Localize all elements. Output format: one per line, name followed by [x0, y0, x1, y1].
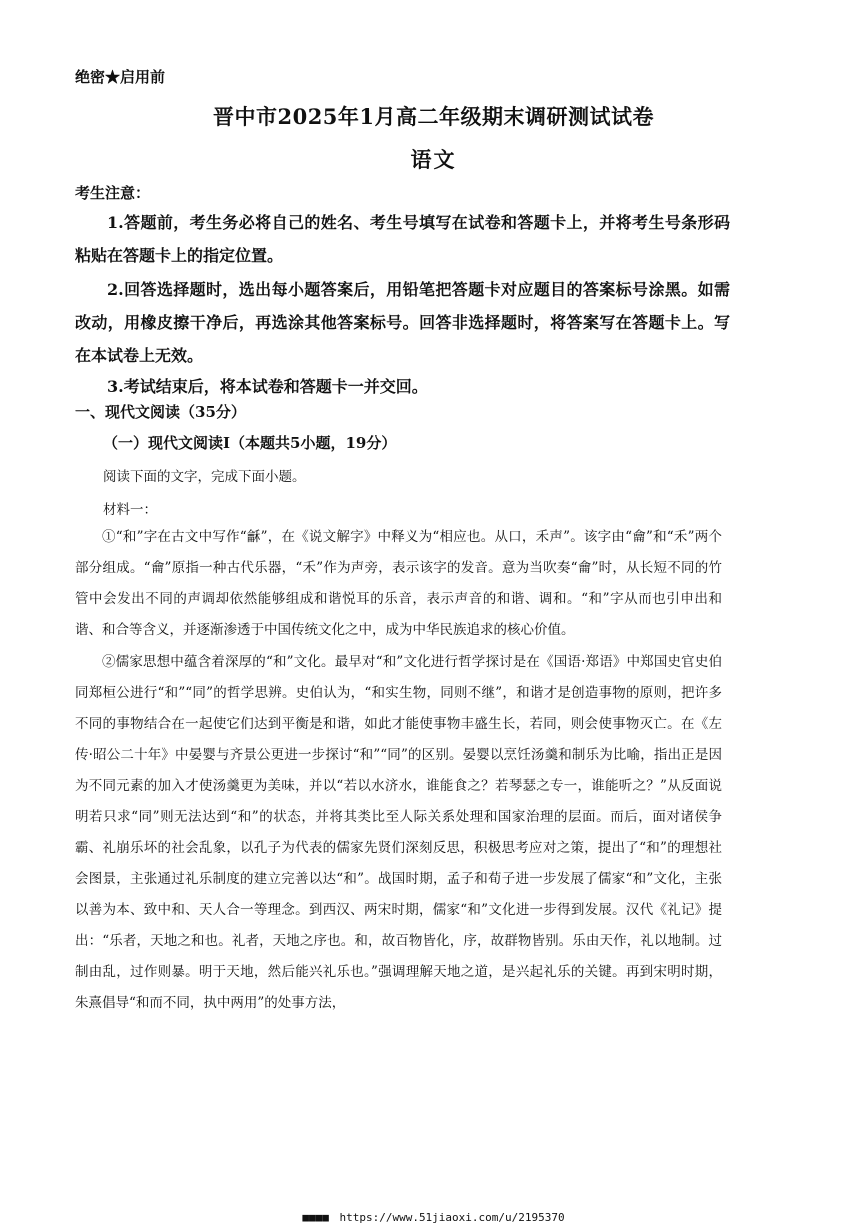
notice-item: 2.回答选择题时，选出每小题答案后，用铅笔把答题卡对应题目的答案标号涂黑。如需改动，用橡皮擦干净后，再选涂其他答案标号。回答非选择题时，将答案写在答题卡上。写在本试卷上无效。: [75, 280, 730, 365]
passage-paragraph: ②儒家思想中蕴含着深厚的“和”文化。最早对“和”文化进行哲学探讨是在《国语·郑语》中郑国史官史伯同郑桓公进行“和”“同”的哲学思辨。史伯认为，“和实生物，同则不继”，和谐才是创造事物的原则，把许多不同的事物结合在一起使它们达到平衡是和谐，如此才能使事物丰盛生长，若同，则会使事物灭亡。在《左传·昭公二十年》中晏婴与齐景公更进一步探讨“和”“同”的区别。晏婴以烹饪汤羹和制乐为比喻，指出正是因为不同元素的加入才使汤羹更为美味，并以“若以水济水，谁能食之？若琴瑟之专一，谁能听之？”从反面说明若只求“同”则无法达到“和”的状态，并将其类比至人际关系处理和国家治理的层面。而后，面对诸侯争霸、礼崩乐坏的社会乱象，以孔子为代表的儒家先贤们深刻反思，积极思考应对之策，提出了“和”的理想社会图景，主张通过礼乐制度的建立完善以达“和”。战国时期，孟子和荀子进一步发展了儒家“和”文化，主张以善为本、致中和、天人合一等理念。到西汉、两宋时期，儒家“和”文化进一步得到发展。汉代《礼记》提出：“乐者，天地之和也。礼者，天地之序也。和，故百物皆化，序，故群物皆别。乐由天作，礼以地制。过制由乱，过作则暴。明于天地，然后能兴礼乐也。”强调理解天地之道，是兴起礼乐的关键。再到宋明时期，朱熹倡导“和而不同，执中两用”的处事方法，: [75, 654, 722, 1011]
notice-item: 1.答题前，考生务必将自己的姓名、考生号填写在试卷和答题卡上，并将考生号条形码粘贴在答题卡上的指定位置。: [75, 213, 730, 265]
notice-item: 3.考试结束后，将本试卷和答题卡一并交回。: [107, 377, 428, 396]
subsection-heading: （一）现代文阅读Ⅰ（本题共5小题，19分）: [103, 434, 397, 452]
footer-url-link[interactable]: https://www.51jiaoxi.com/u/2195370: [339, 1211, 565, 1224]
section-heading: 一、现代文阅读（35分）: [75, 403, 246, 421]
passage-paragraph: ①“和”字在古文中写作“龢”，在《说文解字》中释义为“相应也。从口，禾声”。该字由“龠”和“禾”两个部分组成。“龠”原指一种古代乐器，“禾”作为声旁，表示该字的发音。意为当吹奏“龠”时，从长短不同的竹管中会发出不同的声调却依然能够组成和谐悦耳的乐音，表示声音的和谐、调和。“和”字从而也引申出和谐、和合等含义，并逐渐渗透于中国传统文化之中，成为中华民族追求的核心价值。: [75, 529, 722, 638]
footer-mark: ■■■■: [302, 1211, 329, 1224]
material-label: 材料一：: [103, 502, 157, 518]
confidential-label: 绝密★启用前: [75, 68, 166, 86]
exam-title: 晋中市2025年1月高二年级期末调研测试试卷: [212, 104, 655, 129]
subject-title: 语文: [410, 147, 457, 172]
reading-instruction: 阅读下面的文字，完成下面小题。: [103, 469, 306, 485]
page-footer: [0, 1211, 867, 1224]
notice-heading: 考生注意：: [75, 184, 151, 202]
